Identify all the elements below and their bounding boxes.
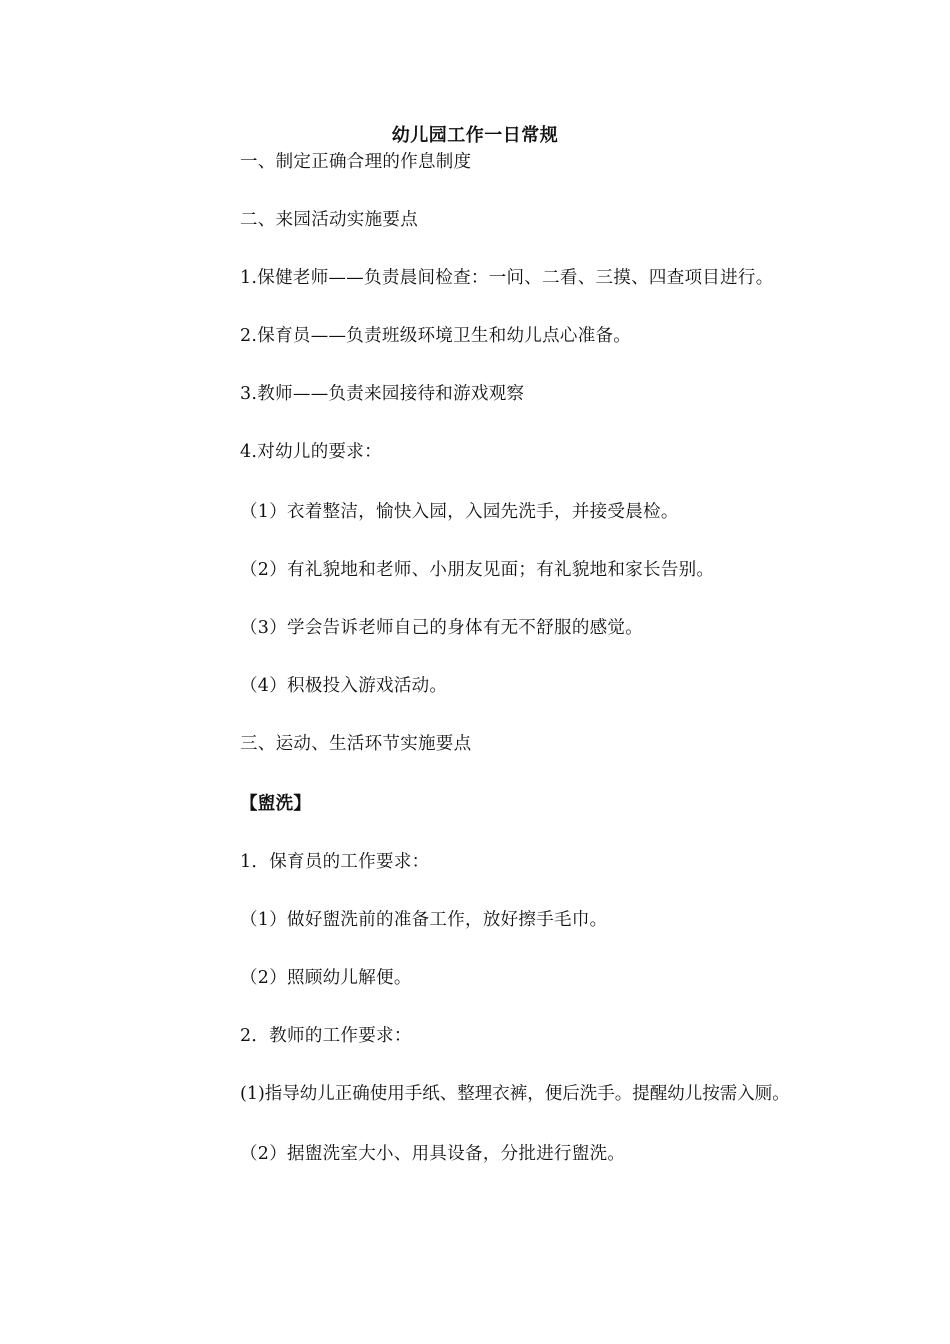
paragraph-line: 3.教师——负责来园接待和游戏观察: [240, 384, 525, 404]
list-item: （2）有礼貌地和老师、小朋友见面；有礼貌地和家长告别。: [240, 560, 715, 580]
list-item: （1）做好盥洗前的准备工作，放好擦手毛巾。: [240, 910, 608, 930]
list-item: （2）照顾幼儿解便。: [240, 968, 412, 988]
section-heading-2: 二、来园活动实施要点: [240, 210, 418, 230]
list-item: （3）学会告诉老师自己的身体有无不舒服的感觉。: [240, 618, 644, 638]
section-heading-3: 三、运动、生活环节实施要点: [240, 734, 472, 754]
document-title: 幼儿园工作一日常规: [391, 125, 559, 146]
list-item: （1）衣着整洁，愉快入园，入园先洗手，并接受晨检。: [240, 502, 679, 522]
list-item: （4）积极投入游戏活动。: [240, 676, 448, 696]
subsection-heading: 【盥洗】: [240, 794, 312, 814]
paragraph-line: 2．教师的工作要求：: [240, 1026, 412, 1046]
paragraph-line: 2.保育员——负责班级环境卫生和幼儿点心准备。: [240, 326, 632, 346]
paragraph-line: 1.保健老师——负责晨间检查：一问、二看、三摸、四查项目进行。: [240, 268, 774, 288]
list-item: （2）据盥洗室大小、用具设备，分批进行盥洗。: [240, 1144, 626, 1164]
section-heading-1: 一、制定正确合理的作息制度: [240, 152, 472, 172]
paragraph-line: 1．保育员的工作要求：: [240, 852, 430, 872]
paragraph-line: 4.对幼儿的要求：: [240, 442, 382, 462]
list-item: (1)指导幼儿正确使用手纸、整理衣裤，便后洗手。提醒幼儿按需入厕。: [240, 1084, 790, 1104]
